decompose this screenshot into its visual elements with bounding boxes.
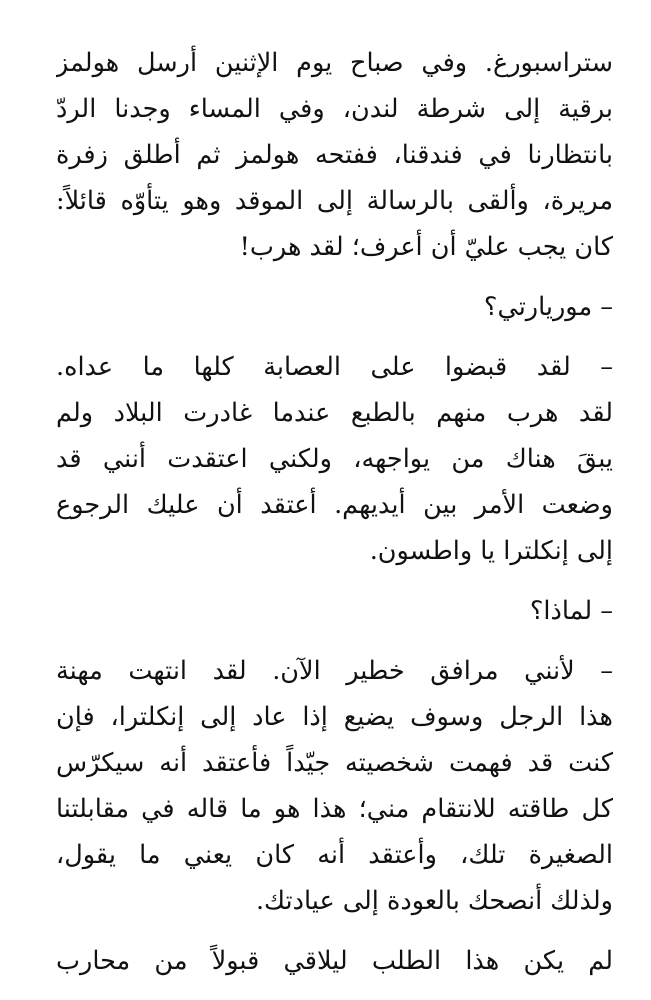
paragraph-6 (56, 938, 613, 984)
text-line: كان يجب عليّ أن أعرف؛ لقد هرب! (239, 232, 613, 262)
text-line: هذا الرجل وسوف يضيع إذا عاد إلى إنكلترا، فإن (56, 702, 613, 732)
text-line: – لأنني مرافق خطير الآن. لقد انتهت مهنة (56, 656, 613, 686)
text-line: – موريارتي؟ (483, 292, 613, 322)
paragraph-1 (56, 40, 613, 270)
text-line: وضعت الأمر بين أيديهم. أعتقد أن عليك الرجوع (56, 490, 613, 520)
text-line: – لماذا؟ (529, 596, 613, 626)
text-line: برقية إلى شرطة لندن، وفي المساء وجدنا الردّ (56, 94, 613, 124)
text-line: كل طاقته للانتقام مني؛ هذا هو ما قاله في مقابلتنا (56, 794, 613, 824)
text-line: لم يكن هذا الطلب ليلاقي قبولاً من محارب (56, 946, 613, 976)
paragraph-4-dialogue (56, 588, 613, 634)
text-line: إلى إنكلترا يا واطسون. (369, 536, 613, 566)
text-line: لقد هرب منهم بالطبع عندما غادرت البلاد ولم (56, 398, 613, 428)
text-line: مريرة، وألقى بالرسالة إلى الموقد وهو يتأوّه قائلاً: (56, 186, 613, 216)
paragraph-2-dialogue (56, 284, 613, 330)
text-line: كنت قد فهمت شخصيته جيّداً فأعتقد أنه سيكرّس (56, 748, 613, 778)
text-line: يبقَ هناك من يواجهه، ولكني اعتقدت أنني قد (56, 444, 613, 474)
text-line: ولذلك أنصحك بالعودة إلى عيادتك. (255, 886, 613, 916)
text-line: ستراسبورغ. وفي صباح يوم الإثنين أرسل هولمز (56, 48, 613, 78)
paragraph-3-dialogue (56, 344, 613, 574)
book-page (56, 40, 613, 984)
paragraph-5-dialogue (56, 648, 613, 924)
text-line: الصغيرة تلك، وأعتقد أنه كان يعني ما يقول، (56, 840, 613, 870)
text-line: – لقد قبضوا على العصابة كلها ما عداه. (56, 352, 613, 382)
text-line: بانتظارنا في فندقنا، ففتحه هولمز ثم أطلق زفرة (56, 140, 613, 170)
